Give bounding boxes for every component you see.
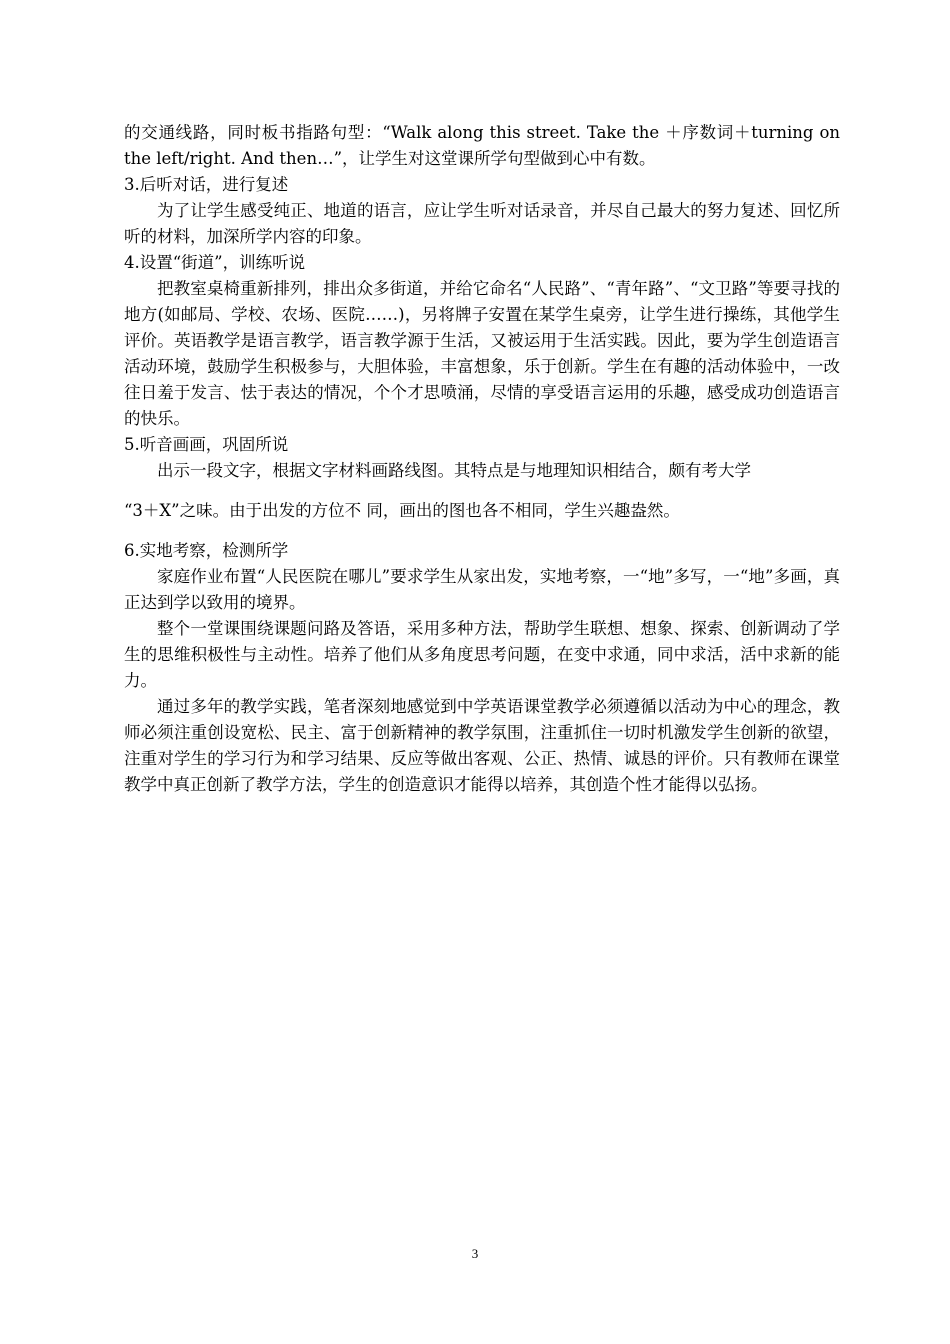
paragraph-draw-map-continued: “3＋X”之味。由于出发的方位不 同，画出的图也各不相同，学生兴趣盎然。 [124,501,680,520]
section-heading-4: 4.设置“街道”，训练听说 [124,253,306,272]
paragraph-draw-map: 出示一段文字，根据文字材料画路线图。其特点是与地理知识相结合，颇有考大学 [157,461,751,480]
paragraph-conclusion: 通过多年的教学实践，笔者深刻地感觉到中学英语课堂教学必须遵循以活动为中心的理念，教师必须注重创设宽松、民主、富于创新精神的教学氛围，注重抓住一切时机激发学生创新的欲望，注重对学生的学习行为和学习结果、反应等做出客观、公正、热情、诚恳的评价。只有教师在课堂教学中真正创新了教学方法，学生的创造意识才能得以培养，其创造个性才能得以弘扬。 [124,697,840,794]
paragraph-homework: 家庭作业布置“人民医院在哪儿”要求学生从家出发，实地考察，一“地”多写，一“地”多画，真正达到学以致用的境界。 [124,567,840,612]
page-number: 3 [471,1246,479,1261]
section-heading-3: 3.后听对话，进行复述 [124,175,289,194]
paragraph-lesson-summary: 整个一堂课围绕课题问路及答语，采用多种方法，帮助学生联想、想象、探索、创新调动了学生的思维积极性与主动性。培养了他们从多角度思考问题，在变中求通，同中求活，活中求新的能力。 [124,619,840,690]
section-heading-5: 5.听音画画，巩固所说 [124,435,289,454]
section-heading-6: 6.实地考察，检测所学 [124,541,289,560]
document-body [124,120,840,798]
paragraph-listen-dialogue: 为了让学生感受纯正、地道的语言，应让学生听对话录音，并尽自己最大的努力复述、回忆所听的材料，加深所学内容的印象。 [124,201,840,246]
paragraph-continuation: 的交通线路，同时板书指路句型：“Walk along this street. Take the ＋序数词＋turning on the left/right. And then…”，让学生对这堂课所学句型做到心中有数。 [124,123,840,168]
paragraph-street-setup: 把教室桌椅重新排列，排出众多街道，并给它命名“人民路”、“青年路”、“文卫路”等要寻找的地方(如邮局、学校、农场、医院……)，另将牌子安置在某学生桌旁，让学生进行操练，其他学生评价。英语教学是语言教学，语言教学源于生活，又被运用于生活实践。因此，要为学生创造语言活动环境，鼓励学生积极参与，大胆体验，丰富想象，乐于创新。学生在有趣的活动体验中，一改往日羞于发言、怯于表达的情况，个个才思喷涌，尽情的享受语言运用的乐趣，感受成功创造语言的快乐。 [124,279,840,428]
